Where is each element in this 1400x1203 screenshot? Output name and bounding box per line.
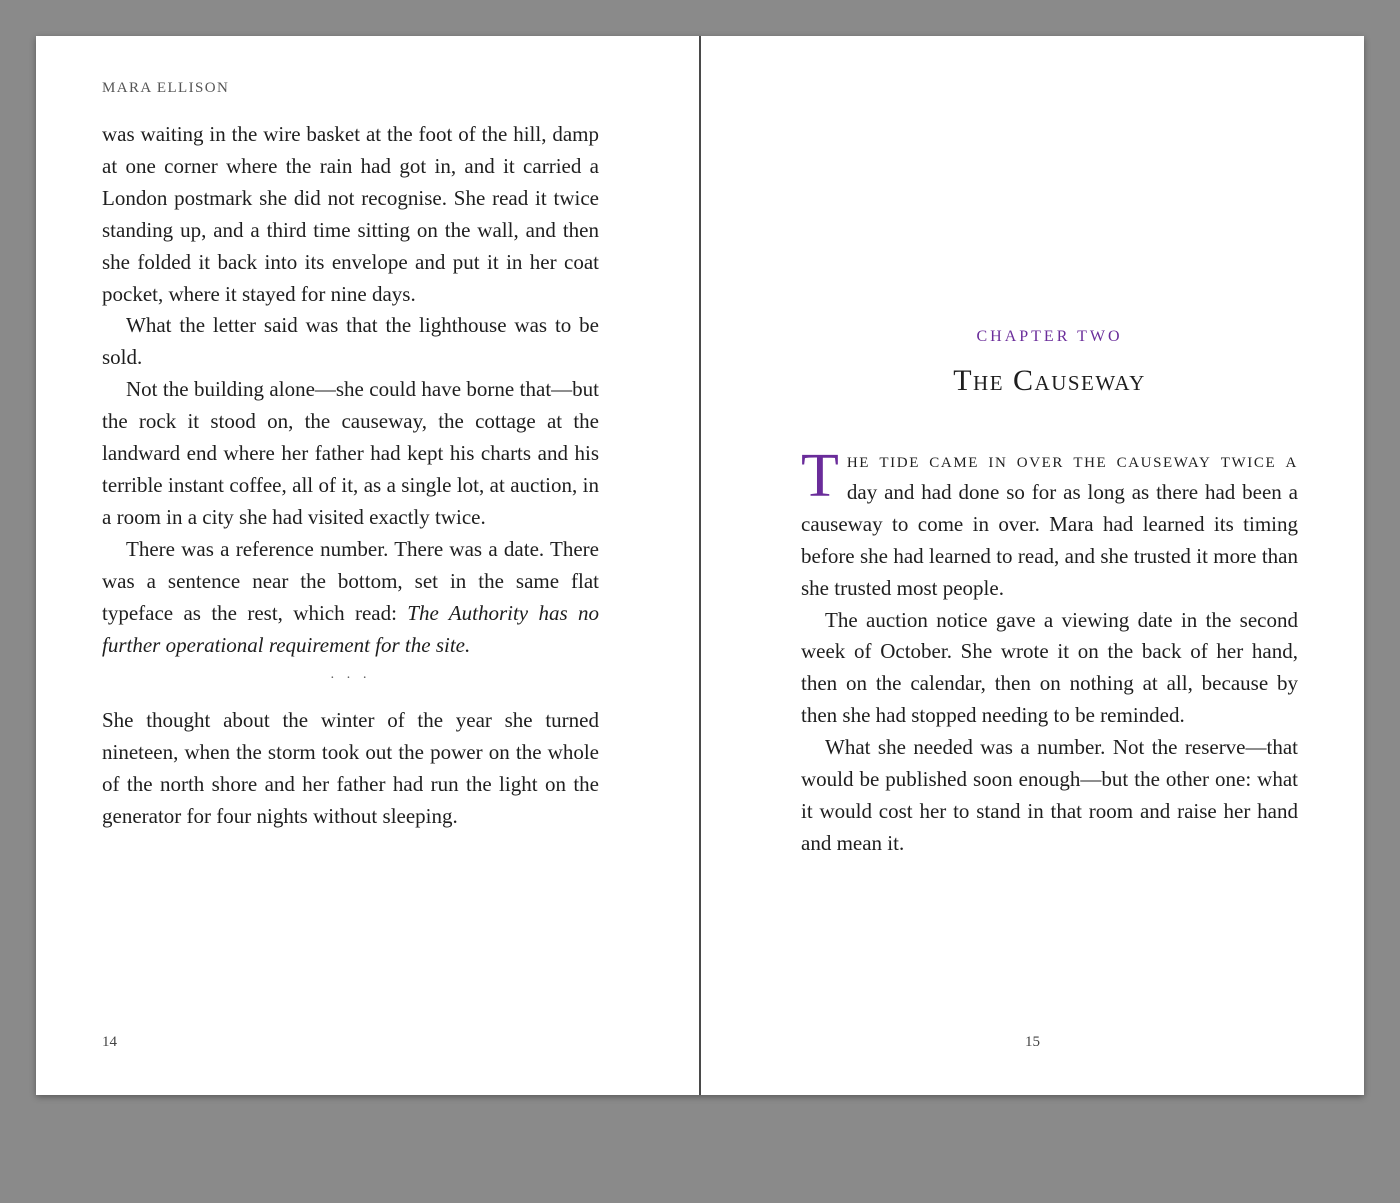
opening-paragraph: [801, 442, 1298, 605]
paragraph: What the letter said was that the lighthouse was to be sold.: [102, 313, 599, 370]
paragraph: The auction notice gave a viewing date in the second week of October. She wrote it on the back of her hand, then on the calendar, then on nothing at all, because by then she had stopped needing to be reminded.: [801, 607, 1298, 728]
paragraph: Not the building alone—she could have borne that—but the rock it stood on, the causeway, the cottage at the landward end where her father had kept his charts and his terrible instant coffee, all of it, as a single lot, at auction, in a room in a city she had visited exactly twice.: [102, 377, 599, 529]
page-number-left: 14: [102, 1034, 117, 1050]
paragraph-with-quote: [102, 534, 599, 662]
chapter-label: CHAPTER TWO: [976, 328, 1123, 345]
drop-cap: T: [801, 442, 839, 510]
right-page-text: [801, 442, 1298, 860]
running-head: MARA ELLISON: [102, 80, 230, 96]
scene-break: · · ·: [330, 671, 371, 687]
lead-in-small-caps: he tide came in over the causeway twice a: [846, 448, 1298, 472]
paragraph-text: day and had done so for as long as there had been a causeway to come in over. Mara had learned its timing before she had learned to read, and she trusted it more than she trusted most people.: [801, 479, 1298, 600]
left-page-text: [102, 119, 599, 833]
right-page: [701, 36, 1364, 1095]
paragraph: What she needed was a number. Not the reserve—that would be published soon enough—but the other one: what it would cost her to stand in that room and raise her hand and mean it.: [801, 735, 1298, 855]
book-spread: [36, 36, 1364, 1095]
paragraph: She thought about the winter of the year she turned nineteen, when the storm took out the power on the whole of the north shore and her father had run the light on the generator for four nights without sleeping.: [102, 708, 599, 829]
chapter-title: The Causeway: [953, 364, 1146, 397]
paragraph-text: There was a reference number. There was a date. There was a sentence near the bottom, set in the same flat typeface as the rest, which read:: [102, 536, 599, 625]
left-page: [36, 36, 699, 1095]
page-number-right: 15: [1025, 1034, 1040, 1050]
paragraph: was waiting in the wire basket at the foot of the hill, damp at one corner where the rain had got in, and it carried a London postmark she did not recognise. She read it twice standing up, and a third time sitting on the wall, and then she folded it back into its envelope and put it in her coat pocket, where it stayed for nine days.: [102, 122, 599, 306]
italic-quote: The Authority has no further operational requirement for the site.: [102, 600, 599, 657]
